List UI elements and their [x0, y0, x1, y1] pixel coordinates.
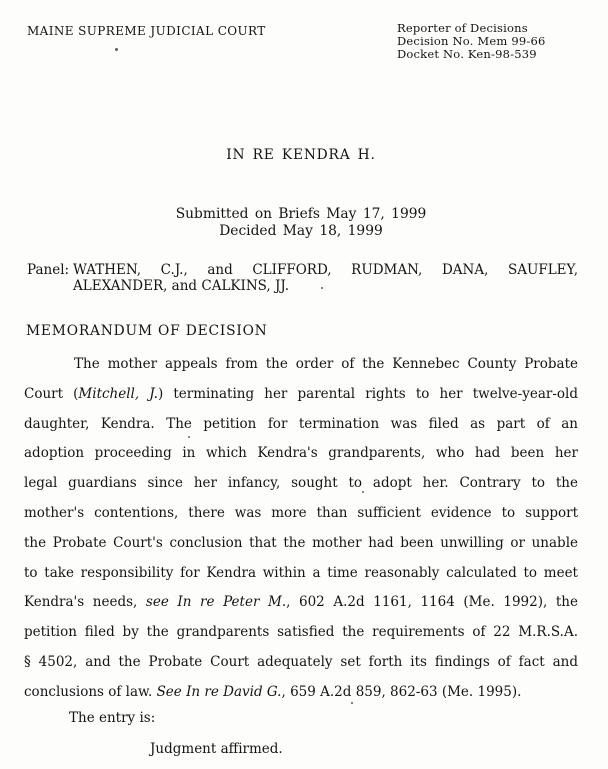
panel-line: ALEXANDER, and CALKINS, JJ. — [73, 278, 290, 294]
panel-line: WATHEN, C.J., and CLIFFORD, RUDMAN, DANA, SAUFLEY, — [73, 262, 578, 278]
opinion-text: adoption proceeding in which Kendra's grandparents, who had been her — [24, 445, 578, 462]
panel-label: Panel: — [27, 262, 70, 278]
opinion-text: daughter, Kendra. The petition for termination was filed as part of an — [24, 415, 578, 432]
citation-italic: See In re David G. — [156, 683, 282, 700]
opinion-line — [24, 648, 578, 678]
opinion-text: the Probate Court's conclusion that the mother had been unwilling or unable — [24, 534, 578, 551]
opinion-line — [24, 559, 578, 589]
opinion-text: ) terminating her parental rights to her twelve-year-old — [157, 385, 578, 402]
opinion-text: to take responsibility for Kendra within a time reasonably calculated to meet — [24, 564, 578, 581]
opinion-line — [24, 678, 578, 708]
opinion-line — [24, 380, 578, 410]
section-heading: MEMORANDUM OF DECISION — [26, 323, 268, 339]
dates-block — [24, 206, 578, 239]
opinion-text: legal guardians since her infancy, sought to adopt her. Contrary to the — [24, 475, 578, 492]
opinion-line — [24, 529, 578, 559]
court-name: MAINE SUPREME JUDICIAL COURT — [27, 24, 266, 38]
opinion-line — [24, 350, 578, 380]
panel-block — [24, 262, 578, 294]
submitted-line: Submitted on Briefs May 17, 1999 — [175, 206, 427, 222]
decision-number: Decision No. Mem 99-66 — [397, 34, 546, 48]
opinion-text: Court ( — [24, 385, 79, 402]
case-title: IN RE KENDRA H. — [226, 147, 376, 163]
opinion-text: , 659 A.2d 859, 862-63 (Me. 1995). — [281, 683, 522, 700]
opinion-text: mother's contentions, there was more than sufficient evidence to support — [24, 504, 578, 521]
scan-artifact-dot — [115, 48, 118, 51]
reporter-line: Reporter of Decisions — [397, 21, 528, 35]
panel-justices — [73, 262, 578, 294]
opinion-text: § 4502, and the Probate Court adequately set forth its findings of fact and — [24, 653, 578, 670]
opinion-text: petition filed by the grandparents satisfied the requirements of 22 M.R.S.A. — [24, 624, 578, 641]
opinion-text: The mother appeals from the order of the Kennebec County Probate — [74, 356, 578, 372]
citation-italic: see In re Peter M. — [145, 594, 287, 611]
opinion-text: , 602 A.2d 1161, 1164 (Me. 1992), the — [286, 594, 578, 611]
reporter-block — [397, 22, 546, 61]
decided-line: Decided May 18, 1999 — [219, 222, 383, 239]
opinion-line — [24, 588, 578, 618]
opinion-text: Kendra's needs, — [24, 594, 146, 611]
opinion-line — [24, 618, 578, 648]
opinion-line — [24, 499, 578, 529]
entry-lead: The entry is: — [69, 710, 156, 726]
opinion-line — [24, 439, 578, 469]
opinion-body — [24, 350, 578, 708]
opinion-line — [24, 469, 578, 499]
opinion-text: conclusions of law. — [24, 683, 157, 700]
opinion-line — [24, 410, 578, 440]
docket-number: Docket No. Ken-98-539 — [397, 47, 537, 61]
citation-italic: Mitchell, J. — [78, 385, 158, 402]
judgment-line: Judgment affirmed. — [150, 741, 283, 757]
